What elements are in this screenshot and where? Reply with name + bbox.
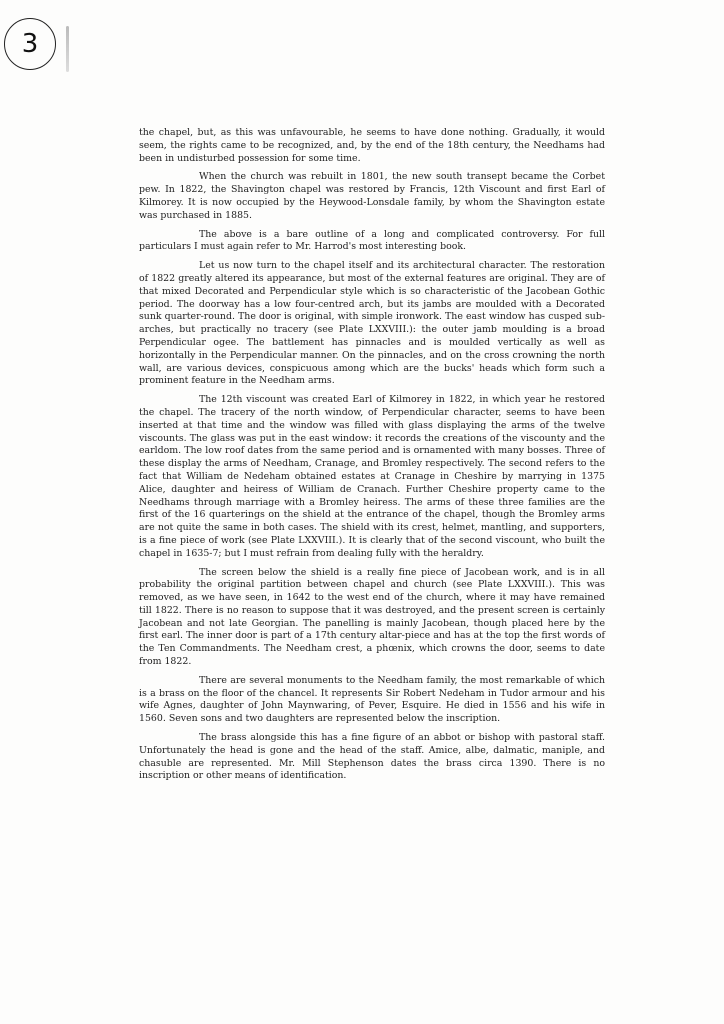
paragraph: The brass alongside this has a fine figure of an abbot or bishop with pastoral staff. Unfortunately the head is gone and the head of the staff. Amice, albe, dalmatic, maniple, and chasuble are represented. Mr. Mill Stephenson dates the brass circa 1390. There is no inscription or other means of identification.: [139, 732, 605, 782]
paragraph: the chapel, but, as this was unfavourable, he seems to have done nothing. Gradually, it would seem, the rights came to be recognized, and, by the end of the 18th century, the Needhams had been in undisturbed possession for some time.: [139, 127, 605, 164]
paragraph: The above is a bare outline of a long and complicated controversy. For full particulars I must again refer to Mr. Harrod's most interesting book.: [139, 228, 605, 253]
page-number: 3: [21, 29, 39, 59]
scan-artifact: [66, 26, 69, 72]
paragraph: When the church was rebuilt in 1801, the new south transept became the Corbet pew. In 1822, the Shavington chapel was restored by Francis, 12th Viscount and first Earl of Kilmorey. It is now occupied by the Heywood-Lonsdale family, by whom the Shavington estate was purchased in 1885.: [139, 171, 605, 221]
page-number-badge: [4, 18, 56, 70]
paragraph: There are several monuments to the Needham family, the most remarkable of which is a brass on the floor of the chancel. It represents Sir Robert Nedeham in Tudor armour and his wife Agnes, daughter of John Maynwaring, of Pever, Esquire. He died in 1556 and his wife in 1560. Seven sons and two daughters are represented below the inscription.: [139, 674, 605, 725]
paragraph: The screen below the shield is a really fine piece of Jacobean work, and is in all probability the original partition between chapel and church (see Plate LXXVIII.). This was removed, as we have seen, in 1642 to the west end of the church, where it may have remained till 1822. There is no reason to suppose that it was destroyed, and the present screen is certainly Jacobean and not late Georgian. The panelling is mainly Jacobean, though placed here by the first earl. The inner door is part of a 17th century altar-piece and has at the top the first words of the Ten Commandments. The Needham crest, a phœnix, which crowns the door, seems to date from 1822.: [139, 566, 605, 668]
paragraph: Let us now turn to the chapel itself and its architectural character. The restoration of 1822 greatly altered its appearance, but most of the external features are original. They are of that mixed Decorated and Perpendicular style which is so characteristic of the Jacobean Gothic period. The doorway has a low four-centred arch, but its jambs are moulded with a Decorated sunk quarter-round. The door is original, with simple ironwork. The east window has cusped sub-arches, but practically no tracery (see Plate LXXVIII.): the outer jamb moulding is a broad Perpendicular ogee. The battlement has pinnacles and is moulded vertically as well as horizontally in the Perpendicular manner. On the pinnacles, and on the cross crowning the north wall, are various devices, conspicuous among which are the bucks' heads which form such a prominent feature in the Needham arms.: [139, 260, 605, 387]
paragraph: The 12th viscount was created Earl of Kilmorey in 1822, in which year he restored the chapel. The tracery of the north window, of Perpendicular character, seems to have been inserted at that time and the window was filled with glass displaying the arms of the twelve viscounts. The glass was put in the east window: it records the creations of the viscounty and the earldom. The low roof dates from the same period and is ornamented with many bosses. Three of these display the arms of Needham, Cranage, and Bromley respectively. The second refers to the fact that William de Nedeham obtained estates at Cranage in Cheshire by marrying in 1375 Alice, daughter and heiress of William de Cranach. Further Cheshire property came to the Needhams through marriage with a Bromley heiress. The arms of these three families are the first of the 16 quarterings on the shield at the entrance of the chapel, though the Bromley arms are not quite the same in both cases. The shield with its crest, helmet, mantling, and supporters, is a fine piece of work (see Plate LXXVIII.). It is clearly that of the second viscount, who built the chapel in 1635-7; but I must refrain from dealing fully with the heraldry.: [139, 394, 605, 559]
body-text: [139, 127, 605, 789]
